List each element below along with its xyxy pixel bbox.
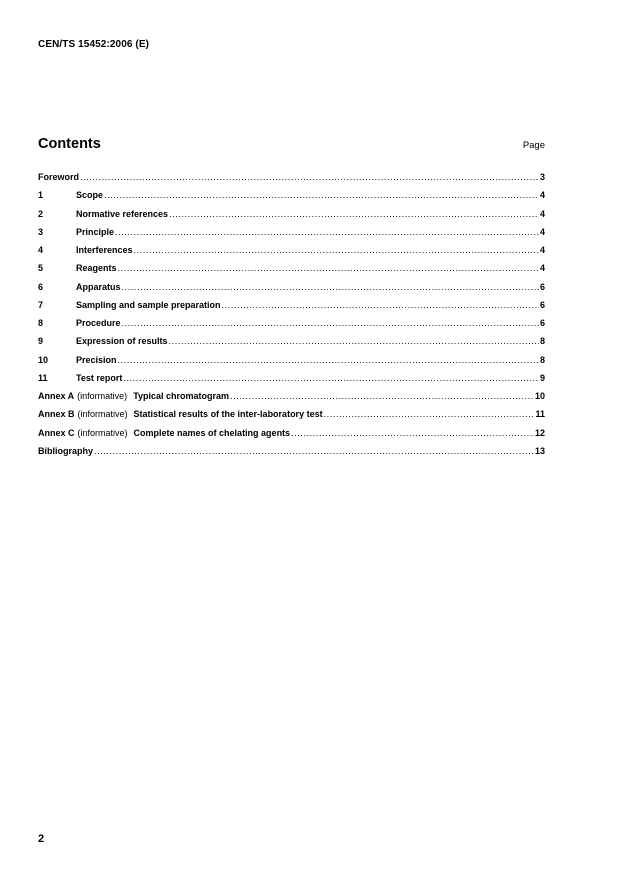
toc-leader-dots <box>324 409 535 420</box>
toc-entry-page: 4 <box>539 190 545 201</box>
toc-entry-page: 13 <box>534 445 545 456</box>
toc-entry-principle[interactable] <box>38 227 545 245</box>
toc-entry-number: 1 <box>38 190 44 201</box>
page-column-label: Page <box>522 140 545 151</box>
toc-entry-sampling[interactable] <box>38 300 545 318</box>
toc-leader-dots <box>122 282 539 293</box>
toc-entry-title: Bibliography <box>38 445 94 456</box>
toc-entry-title: Interferences <box>76 245 133 255</box>
toc-entry-expression-of-results[interactable] <box>38 336 545 354</box>
toc-entry-page: 9 <box>539 372 545 383</box>
toc-entry-reagents[interactable] <box>38 263 545 281</box>
document-identifier: CEN/TS 15452:2006 (E) <box>38 39 150 50</box>
toc-entry-page: 4 <box>539 226 545 237</box>
toc-leader-dots <box>118 263 539 274</box>
toc-leader-dots <box>94 446 534 457</box>
toc-entry-page: 3 <box>539 172 545 182</box>
toc-leader-dots <box>169 336 539 347</box>
toc-entry-title: Normative references <box>76 208 169 219</box>
toc-entry-annex-b[interactable] <box>38 409 545 427</box>
toc-entry-number: 11 <box>38 372 48 383</box>
toc-entry-normative-references[interactable] <box>38 209 545 227</box>
toc-entry-title: Reagents <box>76 263 117 274</box>
toc-entry-page: 4 <box>539 245 545 255</box>
toc-leader-dots <box>104 190 539 201</box>
page-number: 2 <box>38 833 45 845</box>
toc-entry-title: Typical chromatogram <box>133 391 230 401</box>
toc-leader-dots <box>230 391 534 402</box>
toc-entry-title: Complete names of chelating agents <box>133 427 291 438</box>
toc-leader-dots <box>122 318 539 329</box>
toc-entry-title: Sampling and sample preparation <box>76 299 221 310</box>
toc-annex-label: Annex B <box>38 409 75 420</box>
toc-leader-dots <box>169 209 539 220</box>
toc-entry-number: 10 <box>38 354 49 365</box>
toc-entry-precision[interactable] <box>38 355 545 373</box>
toc-entry-page: 4 <box>539 263 545 274</box>
toc-annex-label: Annex A <box>38 391 75 401</box>
toc-entry-title: Procedure <box>76 318 121 328</box>
toc-leader-dots <box>123 373 539 384</box>
toc-entry-title: Test report <box>76 372 123 383</box>
toc-entry-foreword[interactable] <box>38 172 545 190</box>
toc-annex-type: (informative) <box>77 391 128 401</box>
toc-entry-number: 3 <box>38 226 44 237</box>
toc-leader-dots <box>222 300 539 311</box>
toc-annex-label: Annex C <box>38 427 75 438</box>
toc-leader-dots <box>134 245 539 256</box>
toc-leader-dots <box>291 428 534 439</box>
toc-entry-title: Foreword <box>38 172 80 182</box>
toc-entry-number: 4 <box>38 245 44 255</box>
toc-annex-type: (informative) <box>77 427 128 438</box>
toc-entry-page: 6 <box>539 318 545 328</box>
toc-entry-page: 8 <box>539 354 545 365</box>
toc-leader-dots <box>118 355 539 366</box>
toc-entry-number: 6 <box>38 281 44 292</box>
toc-leader-dots <box>115 227 539 238</box>
toc-entry-annex-a[interactable] <box>38 391 545 409</box>
toc-entry-title: Scope <box>76 190 104 201</box>
toc-annex-type: (informative) <box>77 409 128 420</box>
toc-entry-title: Principle <box>76 226 115 237</box>
toc-entry-number: 7 <box>38 299 44 310</box>
toc-entry-page: 10 <box>534 391 545 401</box>
toc-entry-page: 4 <box>539 208 545 219</box>
table-of-contents <box>38 172 545 464</box>
toc-entry-bibliography[interactable] <box>38 446 545 464</box>
toc-entry-title: Statistical results of the inter-laboratory test <box>133 409 323 420</box>
toc-entry-test-report[interactable] <box>38 373 545 391</box>
toc-entry-annex-c[interactable] <box>38 428 545 446</box>
contents-heading: Contents <box>38 136 101 152</box>
toc-entry-number: 8 <box>38 318 44 328</box>
toc-entry-title: Precision <box>76 354 117 365</box>
toc-entry-number: 9 <box>38 336 44 347</box>
toc-entry-apparatus[interactable] <box>38 282 545 300</box>
toc-entry-procedure[interactable] <box>38 318 545 336</box>
toc-entry-page: 6 <box>539 299 545 310</box>
toc-entry-number: 2 <box>38 208 44 219</box>
toc-entry-page: 11 <box>535 409 545 420</box>
toc-entry-title: Apparatus <box>76 281 121 292</box>
toc-leader-dots <box>80 172 539 183</box>
toc-entry-page: 12 <box>534 427 545 438</box>
toc-entry-number: 5 <box>38 263 44 274</box>
toc-entry-interferences[interactable] <box>38 245 545 263</box>
toc-entry-page: 6 <box>539 281 545 292</box>
toc-entry-page: 8 <box>539 336 545 347</box>
toc-entry-scope[interactable] <box>38 190 545 208</box>
toc-entry-title: Expression of results <box>76 336 168 347</box>
